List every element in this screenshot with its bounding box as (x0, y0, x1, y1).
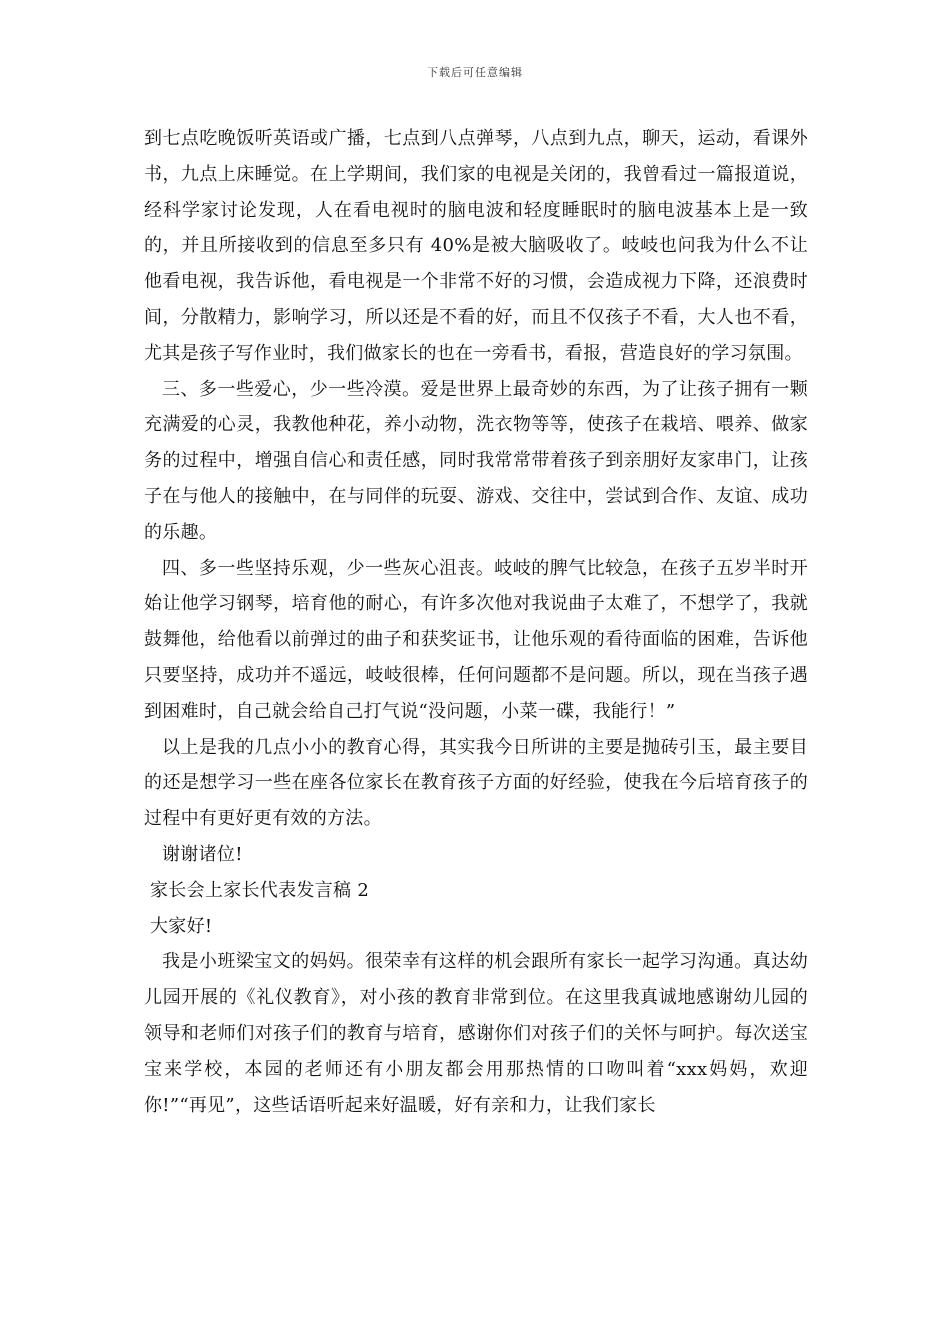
paragraph-summary: 以上是我的几点小小的教育心得，其实我今日所讲的主要是抛砖引玉，最主要目的还是想学习一些在座各位家长在教育孩子方面的好经验，使我在今后培育孩子的过程中有更好更有效的方法。 (144, 736, 808, 830)
page-header-note: 下载后可任意编辑 (427, 66, 523, 79)
document-body (144, 121, 808, 1123)
section-title: 家长会上家长代表发言稿 2 (150, 879, 370, 901)
paragraph-love: 三、多一些爱心，少一些冷漠。爱是世界上最奇妙的东西，为了让孩子拥有一颗充满爱的心灵，我教他种花，养小动物，洗衣物等等，使孩子在栽培、喂养、做家务的过程中，增强自信心和责任感，同时我常常带着孩子到亲朋好友家串门，让孩子在与他人的接触中，在与同伴的玩耍、游戏、交往中，尝试到合作、友谊、成功的乐趣。 (144, 378, 808, 543)
paragraph-optimism: 四、多一些坚持乐观，少一些灰心沮丧。岐岐的脾气比较急，在孩子五岁半时开始让他学习钢琴，培育他的耐心，有许多次他对我说曲子太难了，不想学了，我就鼓舞他，给他看以前弹过的曲子和获奖证书，让他乐观的看待面临的困难，告诉他只要坚持，成功并不遥远，岐岐很棒，任何问题都不是问题。所以，现在当孩子遇到困难时，自己就会给自己打气说“没问题，小菜一碟，我能行！” (144, 557, 808, 722)
paragraph-tv-habits: 到七点吃晚饭听英语或广播，七点到八点弹琴，八点到九点，聊天，运动，看课外书，九点上床睡觉。在上学期间，我们家的电视是关闭的，我曾看过一篇报道说，经科学家讨论发现，人在看电视时的脑电波和轻度睡眠时的脑电波基本上是一致的，并且所接收到的信息至多只有 40%是被大脑吸收了。岐岐也问我为什么不让他看电视，我告诉他，看电视是一个非常不好的习惯，会造成视力下降，还浪费时间，分散精力，影响学习，所以还是不看的好，而且不仅孩子不看，大人也不看，尤其是孩子写作业时，我们做家长的也在一旁看书，看报，营造良好的学习氛围。 (144, 128, 808, 364)
greeting: 大家好! (150, 915, 213, 937)
paragraph-introduction: 我是小班梁宝文的妈妈。很荣幸有这样的机会跟所有家长一起学习沟通。真达幼儿园开展的《礼仪教育》，对小孩的教育非常到位。在这里我真诚地感谢幼儿园的领导和老师们对孩子们的教育与培育，感谢你们对孩子们的关怀与呵护。每次送宝宝来学校，本园的老师还有小朋友都会用那热情的口吻叫着“xxx妈妈，欢迎你!”“再见”，这些话语听起来好温暖，好有亲和力，让我们家长 (144, 951, 808, 1116)
paragraph-thanks: 谢谢诸位! (162, 843, 243, 865)
